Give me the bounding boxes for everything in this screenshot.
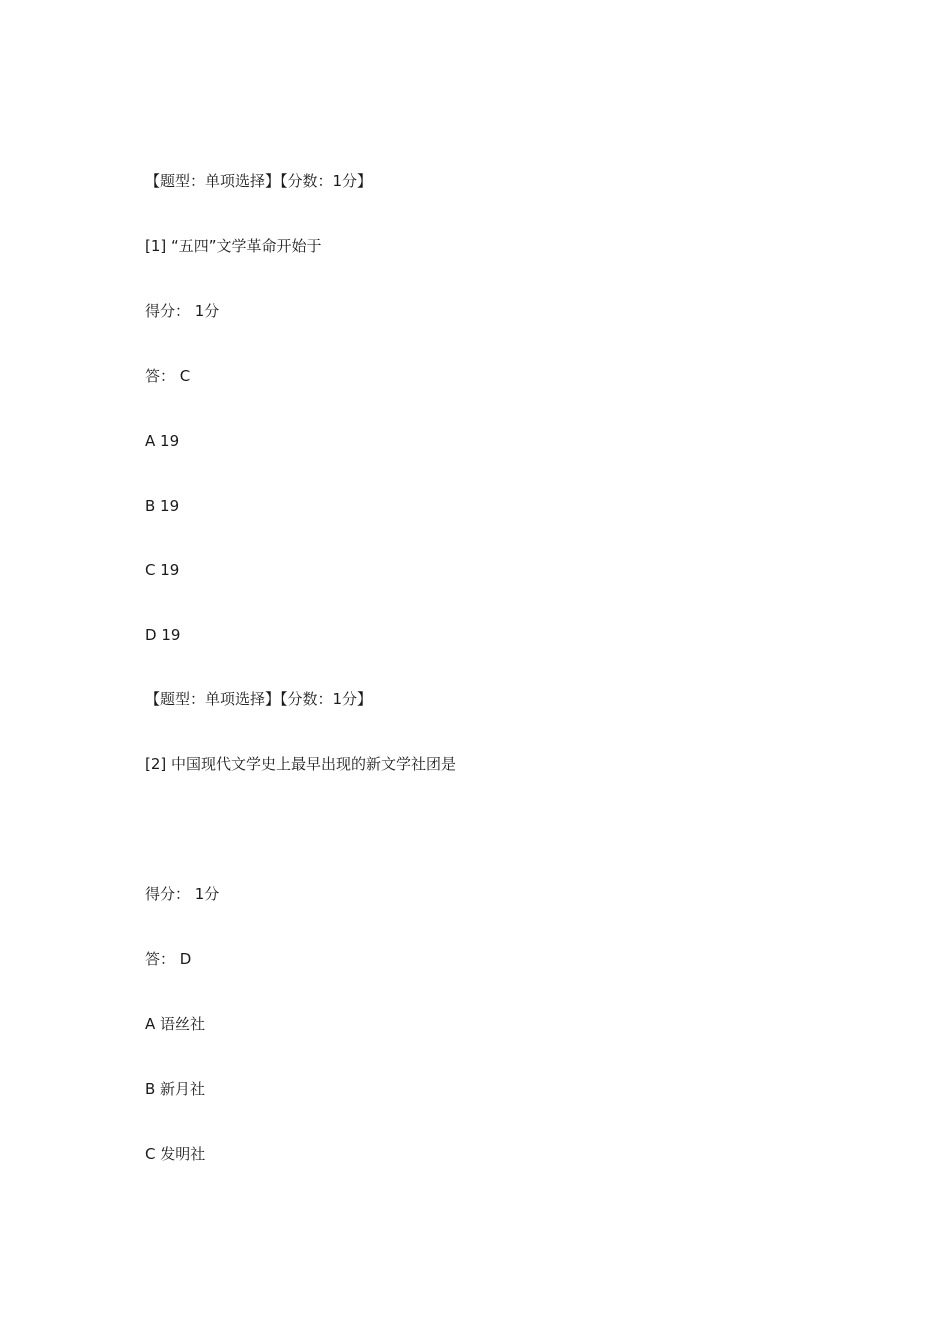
- option-c: C 发明社: [145, 1145, 206, 1163]
- option-b: B 19: [145, 497, 180, 515]
- question-type-label: 【题型：单项选择】【分数：1分】: [145, 690, 373, 708]
- score-text: 得分： 1分: [145, 885, 220, 903]
- option-c: C 19: [145, 561, 180, 579]
- answer-text: 答： D: [145, 950, 192, 968]
- option-a: A 语丝社: [145, 1015, 206, 1033]
- option-a: A 19: [145, 432, 180, 450]
- answer-text: 答： C: [145, 367, 191, 385]
- option-d: D 19: [145, 626, 181, 644]
- option-b: B 新月社: [145, 1080, 206, 1098]
- question-type-label: 【题型：单项选择】【分数：1分】: [145, 172, 373, 190]
- question-text: [2] 中国现代文学史上最早出现的新文学社团是: [145, 755, 457, 773]
- score-text: 得分： 1分: [145, 302, 220, 320]
- question-text: [1] “五四”文学革命开始于: [145, 237, 322, 255]
